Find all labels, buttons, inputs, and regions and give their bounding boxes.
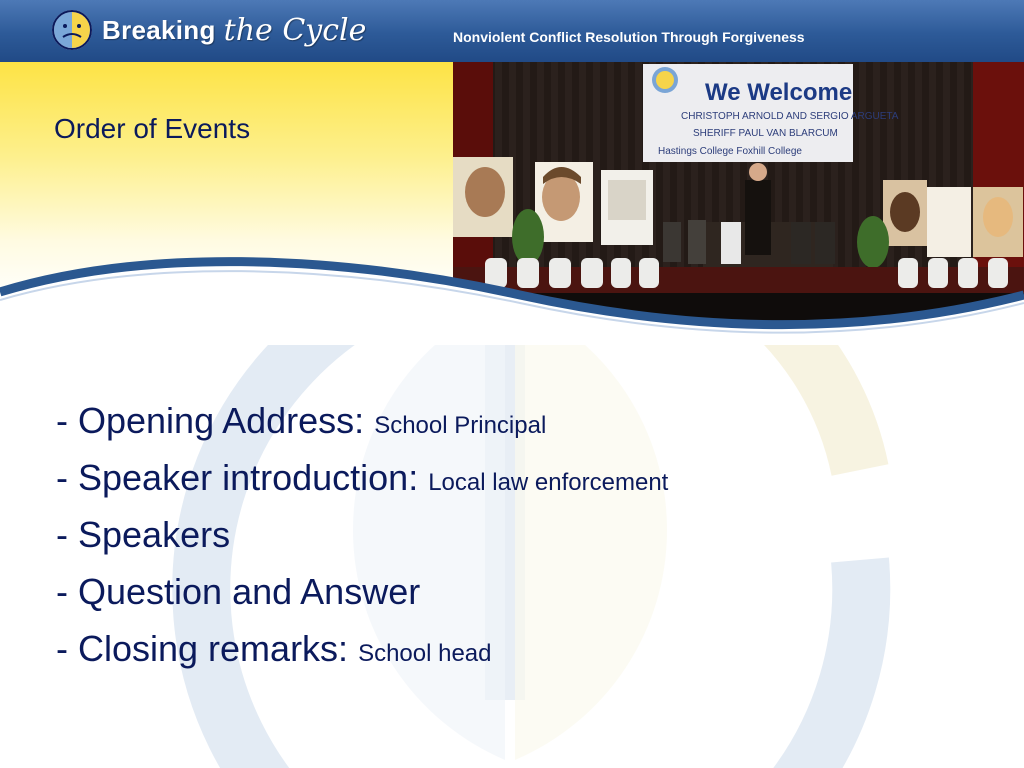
bullet-main: - Speakers xyxy=(56,514,231,555)
list-item xyxy=(56,628,668,685)
brand-logo[interactable] xyxy=(50,6,366,54)
header-bar xyxy=(0,0,1024,62)
bullet-main: - Closing remarks: xyxy=(56,628,359,669)
list-item xyxy=(56,514,668,571)
banner-title: We Welcome xyxy=(705,79,853,106)
wave-divider xyxy=(0,255,1024,345)
events-list xyxy=(56,400,668,685)
bullet-main: - Opening Address: xyxy=(56,400,375,441)
bullet-sub: School Principal xyxy=(374,412,547,439)
logo-text-breaking: Breaking xyxy=(102,14,216,45)
bullet-sub: Local law enforcement xyxy=(428,469,669,496)
bullet-main: - Speaker introduction: xyxy=(56,457,429,498)
banner-line-1: CHRISTOPH ARNOLD AND SERGIO ARGUETA xyxy=(681,111,899,122)
slide-title: Order of Events xyxy=(54,113,251,144)
bullet-main: - Question and Answer xyxy=(56,571,421,612)
list-item xyxy=(56,400,668,457)
list-item xyxy=(56,571,668,628)
logo-text-the-cycle: the Cycle xyxy=(223,12,367,48)
banner-line-2: SHERIFF PAUL VAN BLARCUM xyxy=(693,128,838,139)
bullet-sub: School head xyxy=(358,640,492,667)
banner-line-3: Hastings College Foxhill College xyxy=(658,146,802,157)
tagline: Nonviolent Conflict Resolution Through Forgiveness xyxy=(453,29,805,45)
cycle-face-logo-icon xyxy=(50,8,94,52)
list-item xyxy=(56,457,668,514)
